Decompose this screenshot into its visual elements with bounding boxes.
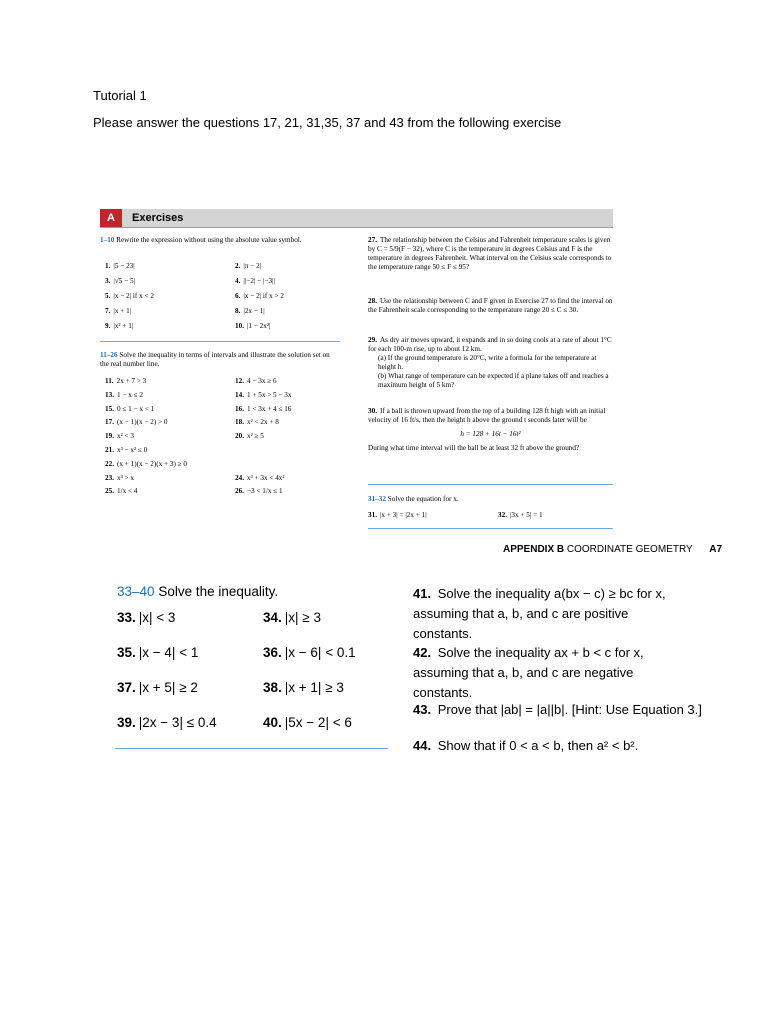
exercise-27: 27. The relationship between the Celsius and Fahrenheit temperature scales is given by C = 5/9(F − 32), where C is the temperature in degrees Celsius and F is the temperature in degrees Fahrenheit. What interval on the Celsius scale corresponds to the temperature range 50 ≤ F ≤ 95? xyxy=(368,236,612,271)
exercise-expression: x² ≥ 5 xyxy=(246,432,264,441)
exercise-expression: |x − 4| < 1 xyxy=(138,645,199,660)
exercise-expression: 1 < 3x + 4 ≤ 16 xyxy=(246,404,292,413)
exercise-expression: 2x + 7 > 3 xyxy=(116,377,147,385)
exercise-number: 12. xyxy=(235,377,244,385)
exercise-item xyxy=(105,474,134,483)
exercise-expression: |x + 5| ≥ 2 xyxy=(138,680,198,695)
exercise-item xyxy=(235,432,264,441)
exercise-number: 19. xyxy=(105,432,114,441)
exercise-item xyxy=(235,474,285,483)
exercise-number: 35. xyxy=(117,645,136,660)
exercise-expression: x² < 3 xyxy=(116,432,134,441)
exercise-expression: |π − 2| xyxy=(243,262,262,270)
exercise-number: 18. xyxy=(235,418,244,427)
exercise-item xyxy=(235,418,279,427)
exercise-expression: (x − 1)(x − 2) > 0 xyxy=(116,418,168,427)
exercise-number: 36. xyxy=(263,645,282,660)
exercise-number: 25. xyxy=(105,487,114,496)
exercise-number: 39. xyxy=(117,715,136,730)
exercise-block-a xyxy=(100,209,613,529)
exercise-expression: 1 + 5x > 5 − 3x xyxy=(246,390,292,399)
exercise-expression: x³ + 3x < 4x² xyxy=(246,473,285,482)
appendix-header: APPENDIX B COORDINATE GEOMETRY A7 xyxy=(503,544,723,555)
exercise-number: 8. xyxy=(235,307,241,315)
exercise-expression: |2x − 1| xyxy=(243,307,265,315)
instruction-text: Please answer the questions 17, 21, 31,35, 37 and 43 from the following exercise xyxy=(93,115,562,130)
exercise-expression: |x| < 3 xyxy=(138,610,176,625)
exercise-expression: |x² + 1| xyxy=(113,322,134,330)
exercise-item xyxy=(105,460,187,469)
exercise-expression: x² < 2x + 8 xyxy=(246,418,279,427)
exercise-number: 23. xyxy=(105,473,114,482)
exercise-item xyxy=(117,645,198,660)
exercise-item xyxy=(498,511,543,520)
exercise-item xyxy=(105,487,137,496)
exercise-29: 29. As dry air moves upward, it expands and in so doing cools at a rate of about 1°C for each 100-m rise, up to about 12 km. (a) If the ground temperature is 20°C, write a formula for the temperature at height h. (b) What range of temperature can be expected if a plane takes off and reaches a maximum height of 5 km? xyxy=(368,336,612,389)
exercise-item xyxy=(368,511,427,520)
exercise-expression: |1 − 2x²| xyxy=(246,322,271,330)
exercise-expression: 1 − x ≤ 2 xyxy=(116,390,143,399)
divider-line xyxy=(368,484,613,485)
exercise-number: 40. xyxy=(263,715,282,730)
instructions-33-40: 33–40 Solve the inequality. xyxy=(117,584,279,599)
exercise-item xyxy=(235,487,283,496)
exercise-expression: 4 − 3x ≥ 6 xyxy=(246,377,277,385)
exercise-expression: x³ > x xyxy=(116,473,134,482)
exercise-number: 26. xyxy=(235,487,244,496)
exercise-expression: (x + 1)(x − 2)(x + 3) ≥ 0 xyxy=(116,459,187,468)
exercise-item xyxy=(235,292,284,301)
divider-line xyxy=(368,528,613,529)
divider-line xyxy=(115,748,388,749)
exercise-expression: |x + 3| = |2x + 1| xyxy=(379,511,427,519)
exercise-item xyxy=(117,680,198,695)
exercise-number: 37. xyxy=(117,680,136,695)
exercise-expression: x³ − x² ≤ 0 xyxy=(116,446,148,454)
exercise-item xyxy=(235,262,261,271)
exercise-item xyxy=(105,391,143,400)
exercise-item xyxy=(235,307,265,316)
exercise-number: 4. xyxy=(235,277,241,285)
exercise-item xyxy=(105,377,146,386)
instructions-1-10: 1–10 Rewrite the expression without using the absolute value symbol. xyxy=(100,236,302,244)
exercise-42: 42. Solve the inequality ax + b < c for x, assuming that a, b, and c are negative constants. xyxy=(413,645,644,701)
exercise-number: 1. xyxy=(105,262,111,270)
exercise-number: 5. xyxy=(105,292,111,300)
exercise-expression: |x + 1| ≥ 3 xyxy=(284,680,344,695)
exercise-number: 38. xyxy=(263,680,282,695)
exercise-number: 9. xyxy=(105,322,111,330)
exercise-item xyxy=(263,645,356,660)
exercise-number: 15. xyxy=(105,404,114,413)
exercise-number: 2. xyxy=(235,262,241,270)
exercise-item xyxy=(235,391,292,400)
divider-line xyxy=(100,341,340,342)
exercise-item xyxy=(105,307,131,316)
exercise-item xyxy=(117,715,217,730)
exercise-expression: ||−2| − |−3|| xyxy=(243,277,275,285)
exercise-expression: |x − 2| if x > 2 xyxy=(243,292,284,300)
exercise-item xyxy=(235,277,275,286)
exercise-expression: |x − 2| if x < 2 xyxy=(113,292,154,300)
exercise-item xyxy=(105,322,133,331)
exercises-header-bar xyxy=(100,209,613,228)
exercise-number: 32. xyxy=(498,511,507,519)
exercise-expression: |5x − 2| < 6 xyxy=(284,715,352,730)
exercise-number: 20. xyxy=(235,432,244,441)
exercise-44: 44. Show that if 0 < a < b, then a² < b². xyxy=(413,738,639,753)
exercise-number: 6. xyxy=(235,292,241,300)
exercise-number: 3. xyxy=(105,277,111,285)
exercise-item xyxy=(263,715,352,730)
exercise-number: 24. xyxy=(235,473,244,482)
exercise-30: 30. If a ball is thrown upward from the top of a building 128 ft high with an initial velocity of 16 ft/s, then the height h above the ground t seconds later will be h = 128 + 16t − 16t² During what time interval will the ball be at least 32 ft above the ground? xyxy=(368,407,606,452)
exercise-item xyxy=(263,680,344,695)
exercise-number: 34. xyxy=(263,610,282,625)
exercise-item xyxy=(105,405,154,414)
exercise-43: 43. Prove that |ab| = |a||b|. [Hint: Use Equation 3.] xyxy=(413,702,702,717)
exercise-item xyxy=(235,377,277,386)
exercise-item xyxy=(117,610,175,625)
exercise-expression: |x − 6| < 0.1 xyxy=(284,645,356,660)
exercise-number: 7. xyxy=(105,307,111,315)
exercise-item xyxy=(105,446,147,455)
exercise-expression: 1/x < 4 xyxy=(116,487,138,496)
exercise-expression: |x| ≥ 3 xyxy=(284,610,321,625)
exercises-title: Exercises xyxy=(132,212,184,224)
exercise-number: 14. xyxy=(235,390,244,399)
instructions-31-32: 31–32 Solve the equation for x. xyxy=(368,495,459,503)
exercise-number: 21. xyxy=(105,446,114,454)
exercise-number: 17. xyxy=(105,418,114,427)
exercise-item xyxy=(235,322,270,331)
exercise-item xyxy=(235,405,291,414)
exercise-number: 13. xyxy=(105,390,114,399)
exercise-item xyxy=(105,432,134,441)
exercise-expression: |5 − 23| xyxy=(113,262,135,270)
exercise-expression: |√5 − 5| xyxy=(113,277,136,285)
exercise-expression: |2x − 3| ≤ 0.4 xyxy=(138,715,217,730)
exercise-item xyxy=(105,277,135,286)
exercise-expression: |3x + 5| = 1 xyxy=(509,511,543,519)
exercise-number: 33. xyxy=(117,610,136,625)
instructions-11-26: 11–26 Solve the inequality in terms of intervals and illustrate the solution set on the real number line. xyxy=(100,351,330,368)
exercise-expression: |x + 1| xyxy=(113,307,132,315)
page-title: Tutorial 1 xyxy=(93,88,147,103)
exercise-number: 31. xyxy=(368,511,377,519)
exercise-expression: 0 ≤ 1 − x < 1 xyxy=(116,404,155,413)
exercise-number: 22. xyxy=(105,459,114,468)
exercise-28: 28. Use the relationship between C and F given in Exercise 27 to find the interval on the Fahrenheit scale corresponding to the temperature range 20 ≤ C ≤ 30. xyxy=(368,297,613,314)
section-badge: A xyxy=(100,209,122,227)
exercise-item xyxy=(105,418,167,427)
exercise-item xyxy=(263,610,321,625)
exercise-number: 16. xyxy=(235,404,244,413)
exercise-expression: −3 < 1/x ≤ 1 xyxy=(246,487,283,496)
exercise-41: 41. Solve the inequality a(bx − c) ≥ bc for x, assuming that a, b, and c are positive constants. xyxy=(413,586,666,642)
exercise-number: 11. xyxy=(105,377,114,385)
exercise-number: 10. xyxy=(235,322,244,330)
exercise-item xyxy=(105,262,135,271)
exercise-item xyxy=(105,292,154,301)
